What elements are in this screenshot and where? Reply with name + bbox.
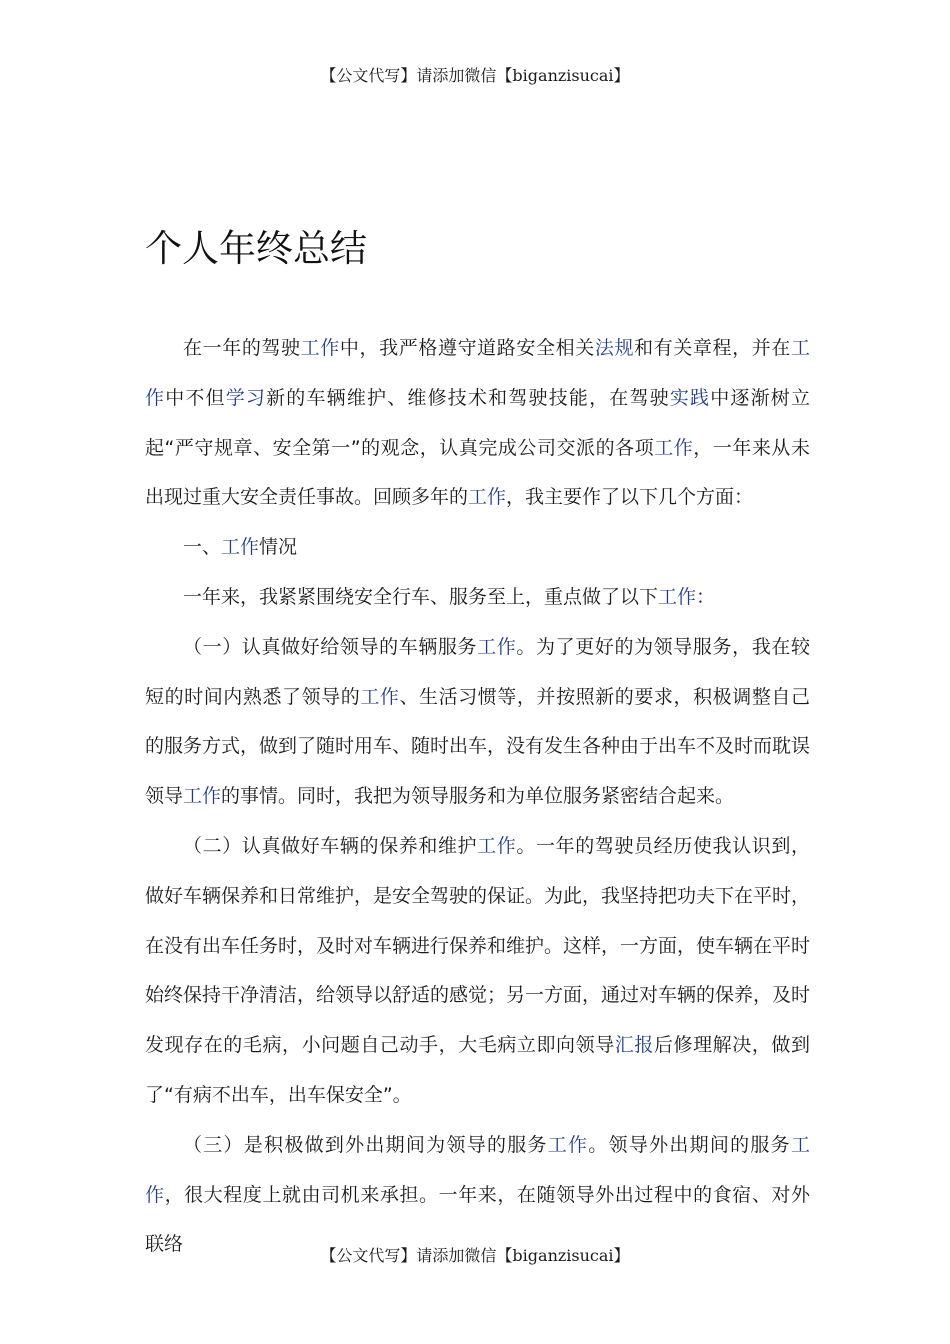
- text-run: 、生活习惯等，并按照新的要求，积极调整自己的服务方式，做到了随时用车、随时出车，没有发生各种由于出车不及时而耽误领导: [145, 685, 811, 808]
- keyword-link[interactable]: 工作: [221, 536, 260, 559]
- keyword-link[interactable]: 工作: [654, 436, 694, 459]
- text-run: （三）是积极做到外出期间为领导的服务: [183, 1133, 548, 1156]
- keyword-link[interactable]: 工作: [468, 486, 507, 509]
- keyword-link[interactable]: 工作: [477, 834, 517, 857]
- text-run: 和有关章程，并在: [634, 337, 791, 359]
- text-run: 中，我严格遵守道路安全相关: [339, 337, 595, 359]
- keyword-link[interactable]: 工作: [477, 635, 517, 658]
- document-body: [145, 324, 810, 1270]
- keyword-link[interactable]: 工作: [547, 1133, 589, 1156]
- section-heading-work-situation: [145, 523, 810, 573]
- keyword-link[interactable]: 实践: [669, 386, 711, 409]
- text-run: 的事情。同时，我把为领导服务和为单位服务紧密结合起来。: [221, 785, 735, 808]
- paragraph-summary: [145, 573, 810, 623]
- page-footer-watermark: 【公文代写】请添加微信【biganzisucai】: [320, 1246, 630, 1265]
- document-title: 个人年终总结: [145, 227, 367, 270]
- text-run: 后修理解决，做到了“有病不出车，出车保安全”。: [145, 1034, 810, 1106]
- text-run: ：: [696, 585, 716, 608]
- keyword-link[interactable]: 工作: [183, 785, 222, 808]
- text-run: 中逐渐树立起“严守规章、安全第一”的观念，认真完成公司交派的各项: [145, 386, 810, 459]
- paragraph-intro: [145, 324, 810, 523]
- keyword-link[interactable]: 汇报: [614, 1034, 654, 1057]
- text-run: 在一年的驾驶: [183, 337, 301, 359]
- keyword-link[interactable]: 学习: [225, 386, 267, 409]
- paragraph-item-1: [145, 623, 810, 822]
- text-run: （二）认真做好车辆的保养和维护: [183, 834, 478, 857]
- keyword-link[interactable]: 工作: [658, 585, 697, 608]
- text-run: 新的车辆维护、维修技术和驾驶技能，在驾驶: [266, 386, 670, 409]
- text-run: （一）认真做好给领导的车辆服务: [183, 635, 478, 658]
- keyword-link[interactable]: 工作: [145, 337, 810, 409]
- text-run: 。领导外出期间的服务: [588, 1133, 791, 1156]
- text-run: 情况: [259, 536, 298, 559]
- text-run: ，很大程度上就由司机来承担。一年来，在随领导外出过程中的食宿、对外联络: [145, 1183, 810, 1256]
- keyword-link[interactable]: 工作: [300, 337, 340, 359]
- page-header-watermark: 【公文代写】请添加微信【biganzisucai】: [320, 66, 630, 85]
- text-run: ，一年来从未出现过重大安全责任事故。回顾多年的: [145, 436, 810, 509]
- paragraph-item-2: [145, 822, 810, 1121]
- text-run: 一年来，我紧紧围绕安全行车、服务至上，重点做了以下: [183, 585, 659, 608]
- keyword-link[interactable]: 工作: [145, 1133, 810, 1206]
- keyword-link[interactable]: 工作: [360, 685, 400, 708]
- text-run: 。一年的驾驶员经历使我认识到，做好车辆保养和日常维护，是安全驾驶的保证。为此，我坚持把功夫下在平时，在没有出车任务时，及时对车辆进行保养和维护。这样，一方面，使车辆在平时始终保持干净清洁，给领导以舒适的感觉；另一方面，通过对车辆的保养，及时发现存在的毛病，小问题自己动手，大毛病立即向领导: [145, 834, 811, 1057]
- text-run: 中不但: [165, 386, 226, 409]
- keyword-link[interactable]: 法规: [594, 337, 635, 359]
- text-run: 一、: [183, 536, 222, 559]
- text-run: 。为了更好的为领导服务，我在较短的时间内熟悉了领导的: [145, 635, 810, 708]
- text-run: ，我主要作了以下几个方面：: [506, 486, 754, 509]
